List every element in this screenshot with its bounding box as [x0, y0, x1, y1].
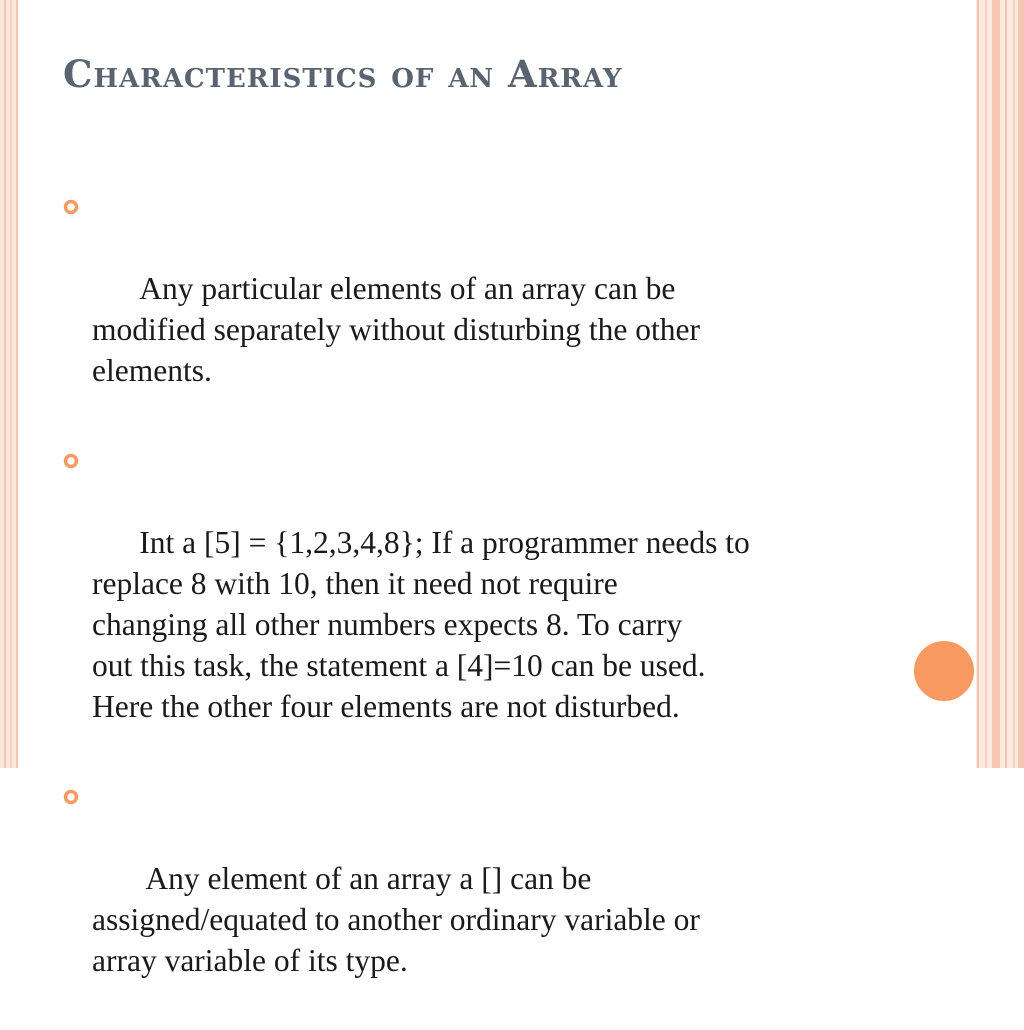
bullet-item — [60, 776, 920, 1022]
ring-bullet-icon — [63, 199, 79, 215]
orange-circle-ornament — [913, 640, 975, 702]
bullet-text: Any particular elements of an array can be modified separately without disturbing the other elements. — [92, 271, 700, 388]
bullet-text: Any element of an array a [] can be assigned/equated to another ordinary variable or array variable of its type. — [92, 861, 700, 978]
ring-bullet-icon — [63, 789, 79, 805]
slide-title: Characteristics of an Array — [63, 52, 623, 96]
bullet-text: Int a [5] = {1,2,3,4,8}; If a programmer needs to replace 8 with 10, then it need not require changing all other numbers expects 8. To carry out this task, the statement a [4]=10 can be used. Here the other four elements are not disturbed. — [92, 525, 750, 724]
bullet-item — [60, 186, 920, 432]
right-frame-stripes — [976, 0, 1024, 768]
ring-bullet-icon — [63, 453, 79, 469]
bullet-item — [60, 440, 920, 768]
left-frame-stripes — [0, 0, 18, 768]
bullet-list — [60, 186, 920, 1030]
